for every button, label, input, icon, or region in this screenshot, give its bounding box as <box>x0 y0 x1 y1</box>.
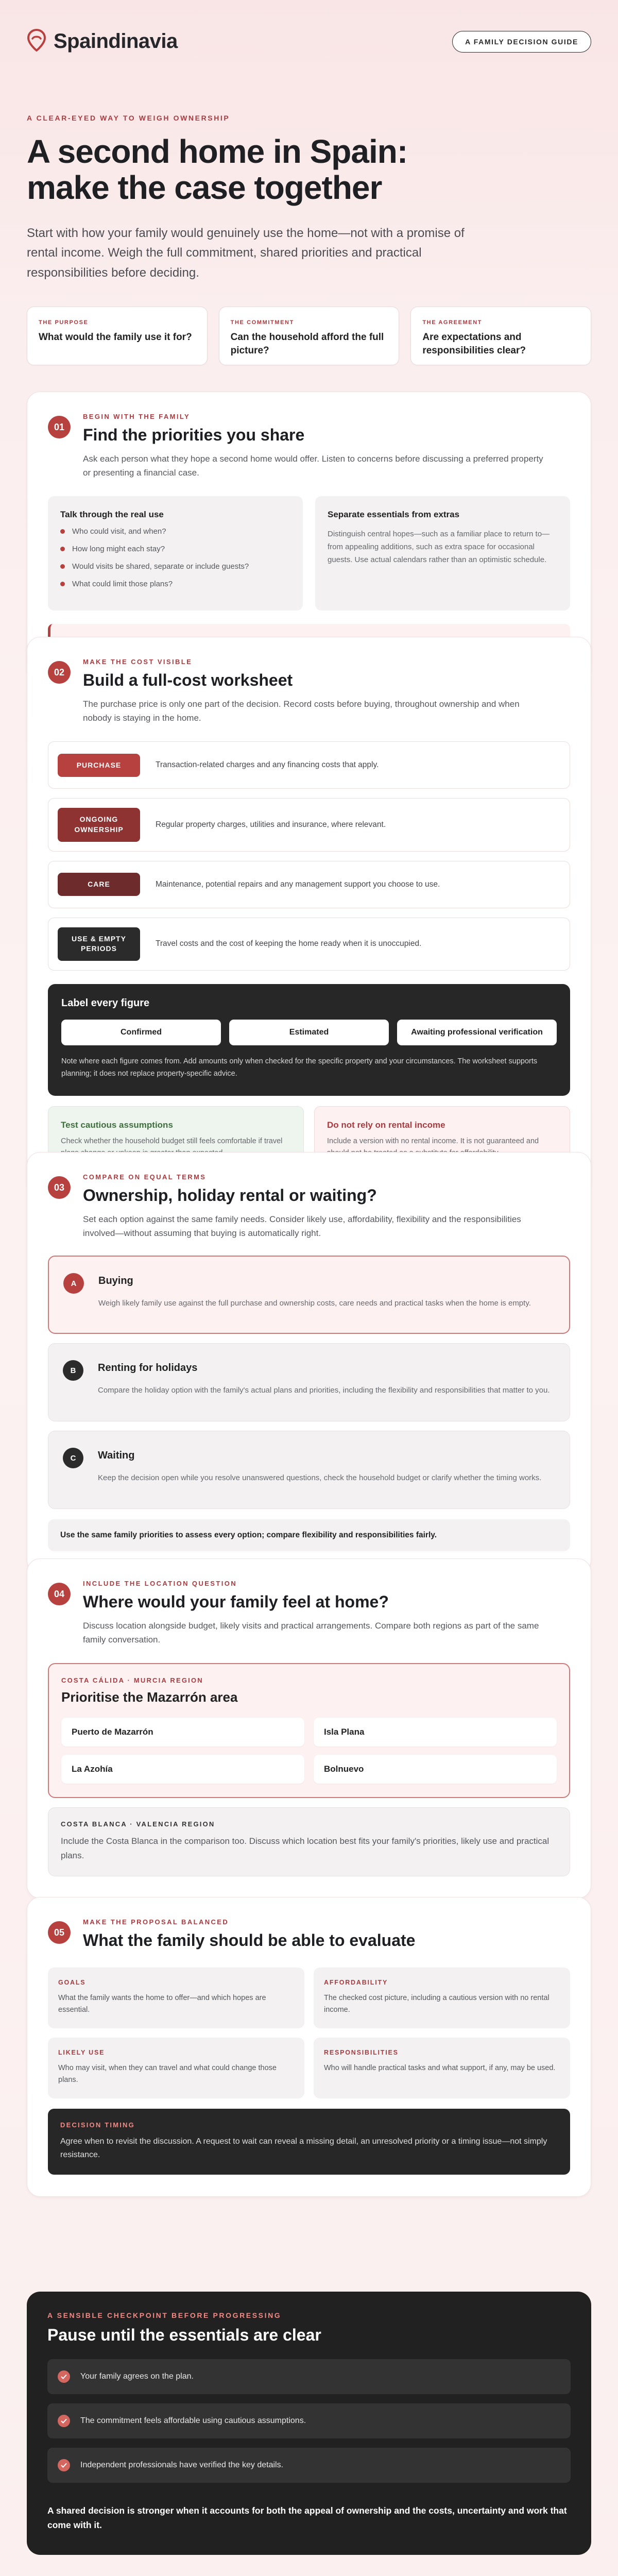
bullet-icon <box>60 582 65 586</box>
panel-title: Separate essentials from extras <box>328 510 460 520</box>
cost-desc: Regular property charges, utilities and insurance, where relevant. <box>156 820 386 829</box>
section-kicker: COMPARE ON EQUAL TERMS <box>83 1173 207 1181</box>
cost-row <box>48 741 570 789</box>
label-awaiting-verification[interactable]: Awaiting professional verification <box>397 1020 557 1045</box>
check-icon <box>58 2370 70 2383</box>
guide-badge: A FAMILY DECISION GUIDE <box>452 31 591 53</box>
region-text: Include the Costa Blanca in the comparison too. Discuss which location best fits your family's priorities, likely use and practical plans. <box>61 1836 550 1860</box>
box-title: Test cautious assumptions <box>61 1120 173 1130</box>
panel-title: Talk through the real use <box>60 510 164 520</box>
timing-text: Agree when to revisit the discussion. A request to wait can reveal a missing detail, an unresolved priority or a timing issue—not simply resistance. <box>60 2137 547 2159</box>
option-title: Buying <box>98 1275 133 1287</box>
location-pin-logo-icon <box>27 29 46 54</box>
cost-desc: Maintenance, potential repairs and any management support you choose to use. <box>156 879 440 889</box>
section-cost-worksheet <box>27 637 591 1195</box>
region-costa-blanca[interactable] <box>48 1807 570 1876</box>
section-kicker: BEGIN WITH THE FAMILY <box>83 413 191 420</box>
region-kicker: COSTA BLANCA · VALENCIA REGION <box>61 1820 215 1828</box>
page-title: A second home in Spain: make the case together <box>27 133 408 207</box>
section-intro: The purchase price is only one part of the decision. Record costs before buying, throughout ownership and when nobody is staying in the home. <box>83 699 520 723</box>
list-item <box>60 562 290 571</box>
hero-lede: Start with how your family would genuinely use the home—not with a promise of rental income. Weigh the full commitment, shared priorities and practical responsibilities before deciding. <box>27 226 465 280</box>
box-text: Include a version with no rental income. It is not guaranteed and <box>327 1137 539 1145</box>
label-estimated[interactable]: Estimated <box>229 1020 389 1045</box>
place-bolnuevo[interactable]: Bolnuevo <box>314 1755 557 1784</box>
checklist-text: Your family agrees on the plan. <box>80 2372 194 2381</box>
eval-heading: AFFORDABILITY <box>324 1979 388 1986</box>
section-title: Where would your family feel at home? <box>83 1592 389 1611</box>
section-title: Build a full-cost worksheet <box>83 671 293 689</box>
label-note: Note where each figure comes from. Add amounts only when checked for the specific property and your circumstances. The worksheet supports planning; it does not replace property-specific advice. <box>61 1057 538 1078</box>
box-text: Check whether the household budget still feels comfortable if travel <box>61 1137 283 1145</box>
closing-statement: A shared decision is stronger when it accounts for both the appeal of ownership and the costs, uncertainty and work that come with it. <box>47 2505 567 2530</box>
card-text: Are expectations and responsibilities clear? <box>422 331 526 356</box>
section-title: Ownership, holiday rental or waiting? <box>83 1186 377 1205</box>
checklist-item[interactable] <box>47 2448 571 2483</box>
list-item-text: What could limit those plans? <box>72 580 173 589</box>
eval-text: Who will handle practical tasks and what support, if any, may be used. <box>324 2064 556 2072</box>
box-title: Do not rely on rental income <box>327 1120 445 1130</box>
section-intro: Set each option against the same family needs. Consider likely use, affordability, flexibility and the responsibilities involved—without assuming that buying is automatically right. <box>83 1214 521 1239</box>
section-number: 02 <box>48 661 71 684</box>
list-item-text: Who could visit, and when? <box>72 527 166 536</box>
card-text: What would the family use it for? <box>39 331 192 343</box>
header <box>27 0 591 365</box>
section-number: 05 <box>48 1921 71 1944</box>
hero-eyebrow: A CLEAR-EYED WAY TO WEIGH OWNERSHIP <box>27 114 230 122</box>
panel-text: Distinguish central hopes—such as a familiar place to return to—from appealing additions, such as extra space for occasional guests. Use actual calendars rather than an optimistic schedule. <box>328 530 550 564</box>
option-text: Compare the holiday option with the family's actual plans and priorities, including the flexibility and responsibilities that matter to you. <box>98 1386 550 1395</box>
cost-desc: Travel costs and the cost of keeping the home ready when it is unoccupied. <box>156 939 422 948</box>
place-isla-plana[interactable]: Isla Plana <box>314 1718 557 1747</box>
label-confirmed[interactable]: Confirmed <box>61 1020 221 1045</box>
section-kicker: MAKE THE COST VISIBLE <box>83 658 193 666</box>
eval-text: The checked cost picture, including a cautious version with no rental income. <box>324 1994 550 2014</box>
card-commitment <box>219 307 400 365</box>
section-intro: Discuss location alongside budget, likely visits and practical arrangements. Compare both regions as part of the same family conversation. <box>83 1621 539 1645</box>
list-item-text: Would visits be shared, separate or include guests? <box>72 562 249 571</box>
list-item-text: How long might each stay? <box>72 545 165 554</box>
hero <box>27 114 591 365</box>
bullet-icon <box>60 529 65 534</box>
card-purpose <box>27 307 208 365</box>
section-checkpoint <box>27 2292 591 2555</box>
section-location <box>27 1558 591 1899</box>
eval-heading: RESPONSIBILITIES <box>324 2049 399 2056</box>
eval-goals <box>48 1968 304 2028</box>
section-title: Find the priorities you share <box>83 426 305 444</box>
eval-heading: GOALS <box>58 1979 86 1986</box>
eval-responsibilities <box>314 2038 570 2098</box>
region-costa-calida[interactable] <box>48 1663 570 1798</box>
eval-text: What the family wants the home to offer—and which hopes are essential. <box>58 1994 266 2014</box>
card-agreement <box>410 307 591 365</box>
card-kicker: THE PURPOSE <box>39 319 89 326</box>
checklist-item[interactable] <box>47 2359 571 2394</box>
section-intro: Ask each person what they hope a second home would offer. Listen to concerns before discussing a preferred property or presenting a financial case. <box>83 454 543 478</box>
section-proposal <box>27 1897 591 2197</box>
cost-tag: CARE <box>58 873 140 896</box>
card-kicker: THE AGREEMENT <box>422 319 483 326</box>
list-item <box>60 580 290 588</box>
list-item <box>60 545 290 553</box>
list-item <box>60 527 290 536</box>
check-icon <box>58 2415 70 2427</box>
option-letter: B <box>63 1360 83 1381</box>
option-text: Keep the decision open while you resolve unanswered questions, check the household budget or clarify whether the timing works. <box>98 1473 542 1483</box>
region-title: Prioritise the Mazarrón area <box>61 1689 238 1705</box>
eval-text: Who may visit, when they can travel and what could change those plans. <box>58 2064 277 2084</box>
cost-row <box>48 798 570 851</box>
eval-heading: LIKELY USE <box>58 2049 105 2056</box>
compare-note: Use the same family priorities to assess every option; compare flexibility and responsibilities fairly. <box>48 1519 570 1551</box>
place-la-azohia[interactable]: La Azohía <box>61 1755 304 1784</box>
cost-tag: PURCHASE <box>58 754 140 777</box>
cost-tag: USE & EMPTY PERIODS <box>58 927 140 961</box>
eval-likely-use <box>48 2038 304 2098</box>
cost-row <box>48 918 570 971</box>
checkpoint-eyebrow: A SENSIBLE CHECKPOINT BEFORE PROGRESSING <box>47 2311 282 2319</box>
checkpoint-title: Pause until the essentials are clear <box>47 2326 321 2344</box>
option-text: Weigh likely family use against the full purchase and ownership costs, care needs and practical tasks when the home is empty. <box>98 1299 531 1308</box>
timing-title: DECISION TIMING <box>60 2121 135 2129</box>
cost-row <box>48 861 570 908</box>
option-letter: A <box>63 1273 84 1294</box>
hero-cards <box>27 307 591 365</box>
eval-affordability <box>314 1968 570 2028</box>
section-number: 03 <box>48 1176 71 1199</box>
label-title: Label every figure <box>61 997 150 1009</box>
section-number: 01 <box>48 416 71 438</box>
option-waiting[interactable] <box>48 1431 570 1509</box>
section-kicker: MAKE THE PROPOSAL BALANCED <box>83 1918 229 1926</box>
bullet-icon <box>60 547 65 551</box>
option-letter: C <box>63 1448 83 1468</box>
question-list <box>60 527 290 588</box>
decision-timing-box <box>48 2109 570 2175</box>
section-kicker: INCLUDE THE LOCATION QUESTION <box>83 1580 237 1587</box>
real-use-panel <box>48 496 303 611</box>
essentials-panel <box>315 496 570 611</box>
option-title: Renting for holidays <box>98 1362 198 1374</box>
card-text: Can the household afford the full picture? <box>230 331 384 356</box>
check-icon <box>58 2459 70 2471</box>
option-buying[interactable] <box>48 1256 570 1334</box>
option-renting[interactable] <box>48 1343 570 1421</box>
cost-tag: ONGOING OWNERSHIP <box>58 808 140 841</box>
section-number: 04 <box>48 1583 71 1605</box>
region-kicker: COSTA CÁLIDA · MURCIA REGION <box>61 1676 203 1685</box>
brand-name: Spaindinavia <box>54 30 178 53</box>
checklist-text: The commitment feels affordable using cautious assumptions. <box>80 2416 306 2425</box>
brand[interactable] <box>27 29 178 54</box>
section-compare-options <box>27 1152 591 1573</box>
place-puerto-de-mazarron[interactable]: Puerto de Mazarrón <box>61 1718 304 1747</box>
card-kicker: THE COMMITMENT <box>230 319 294 326</box>
section-title: What the family should be able to evaluate <box>83 1931 416 1950</box>
bullet-icon <box>60 564 65 569</box>
checklist-item[interactable] <box>47 2403 571 2438</box>
checklist-text: Independent professionals have verified the key details. <box>80 2461 284 2469</box>
option-title: Waiting <box>98 1450 135 1462</box>
cost-desc: Transaction-related charges and any financing costs that apply. <box>156 760 379 770</box>
label-figures-box <box>48 984 570 1096</box>
